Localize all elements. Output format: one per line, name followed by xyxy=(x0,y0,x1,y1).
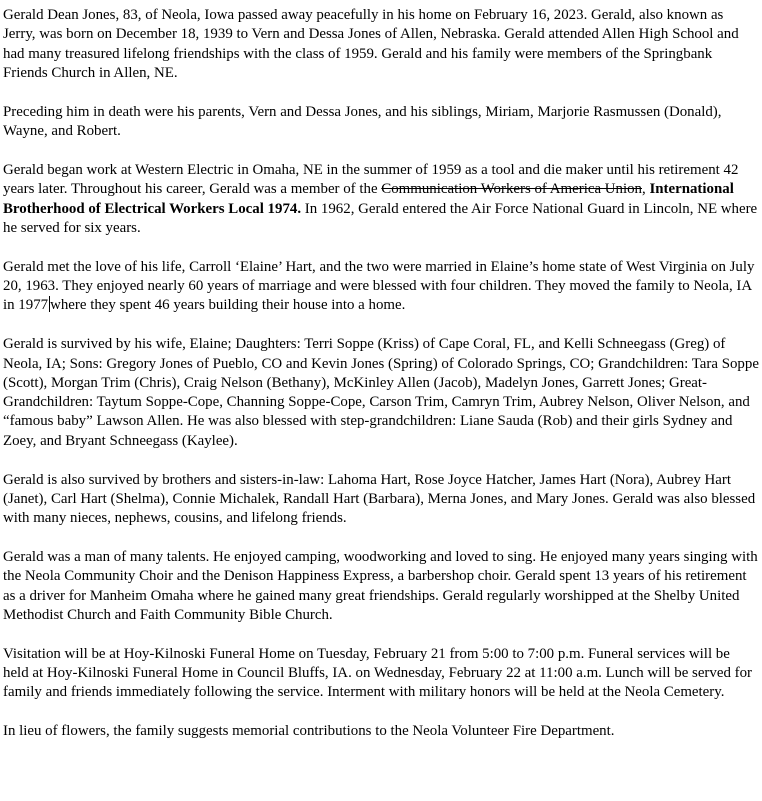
paragraph-services: Visitation will be at Hoy-Kilnoski Funeral Home on Tuesday, February 21 from 5:00 to 7:00 p.m. Funeral services will be held at Hoy-Kilnoski Funeral Home in Council Bluffs, IA. on Wednesday, February 22 at 11:00 a.m. Lunch will be served for family and friends immediately following the service. Interment with military honors will be held at the Neola Cemetery. xyxy=(3,645,752,701)
marriage-text-after-cursor: where they spent 46 years building their house into a home. xyxy=(50,297,406,314)
paragraph-intro: Gerald Dean Jones, 83, of Neola, Iowa passed away peacefully in his home on February 16, 2023. Gerald, also known as Jerry, was born on December 18, 1939 to Vern and Dessa Jones of Allen, Nebraska. Gerald attended Allen High School and had many treasured lifelong friendships with the class of 1959. Gerald and his family were members of the Springbank Friends Church in Allen, NE. xyxy=(3,7,739,81)
career-text-before: Gerald began work at Western Electric in Omaha, NE in the summer of 1959 as a tool and die maker until his retirement 42 years later. Throughout his career, Gerald was a member of the xyxy=(3,161,739,198)
marriage-text-before-cursor: Gerald met the love of his life, Carroll ‘Elaine’ Hart, and the two were married in Elaine’s home state of West Virginia on July 20, 1963. They enjoyed nearly 60 years of marriage and were blessed with four children. They moved the family to Neola, IA in 1977 xyxy=(3,258,755,314)
paragraph-memorials: In lieu of flowers, the family suggests memorial contributions to the Neola Volunteer Fire Department. xyxy=(3,723,615,740)
paragraph-talents: Gerald was a man of many talents. He enjoyed camping, woodworking and loved to sing. He enjoyed many years singing with the Neola Community Choir and the Denison Happiness Express, a barbershop choir. Gerald spent 13 years of his retirement as a driver for Manheim Omaha where he gained many great friendships. Gerald regularly worshipped at the Shelby United Methodist Church and Faith Community Bible Church. xyxy=(3,549,758,623)
paragraph-preceded-in-death: Preceding him in death were his parents, Vern and Dessa Jones, and his siblings, Miriam, Marjorie Rasmussen (Donald), Wayne, and Robert. xyxy=(3,103,722,140)
struck-union-name: Communication Workers of America Union xyxy=(381,181,642,198)
paragraph-survived-by: Gerald is survived by his wife, Elaine; Daughters: Terri Soppe (Kriss) of Cape Coral, FL, and Kelli Schneegass (Greg) of Neola, IA; Sons: Gregory Jones of Pueblo, CO and Kevin Jones (Spring) of Colorado Springs, CO; Grandchildren: Tara Soppe (Scott), Morgan Trim (Chris), Craig Nelson (Bethany), McKinley Allen (Jacob), Madelyn Jones, Garrett Jones; Great-Grandchildren: Taytum Soppe-Cope, Channing Soppe-Cope, Carson Trim, Camryn Trim, Aubrey Nelson, Oliver Nelson, and “famous baby” Lawson Allen. He was also blessed with step-grandchildren: Liane Sauda (Rob) and their girls Sydney and Zoey, and Bryant Schneegass (Kaylee). xyxy=(3,336,759,449)
career-text-after: In 1962, Gerald entered the Air Force National Guard in Lincoln, NE where he served for six years. xyxy=(3,200,758,236)
paragraph-in-laws: Gerald is also survived by brothers and sisters-in-law: Lahoma Hart, Rose Joyce Hatcher, James Hart (Nora), Aubrey Hart (Janet), Carl Hart (Shelma), Connie Michalek, Randall Hart (Barbara), Merna Jones, and Mary Jones. Gerald was also blessed with many nieces, nephews, cousins, and lifelong friends. xyxy=(3,471,756,527)
paragraph-marriage xyxy=(3,258,759,316)
bold-union-name: International Brotherhood of Electrical Workers Local 1974. xyxy=(3,181,734,217)
career-comma: , xyxy=(642,181,650,198)
document-body[interactable] xyxy=(3,6,759,761)
paragraph-career xyxy=(3,161,759,238)
